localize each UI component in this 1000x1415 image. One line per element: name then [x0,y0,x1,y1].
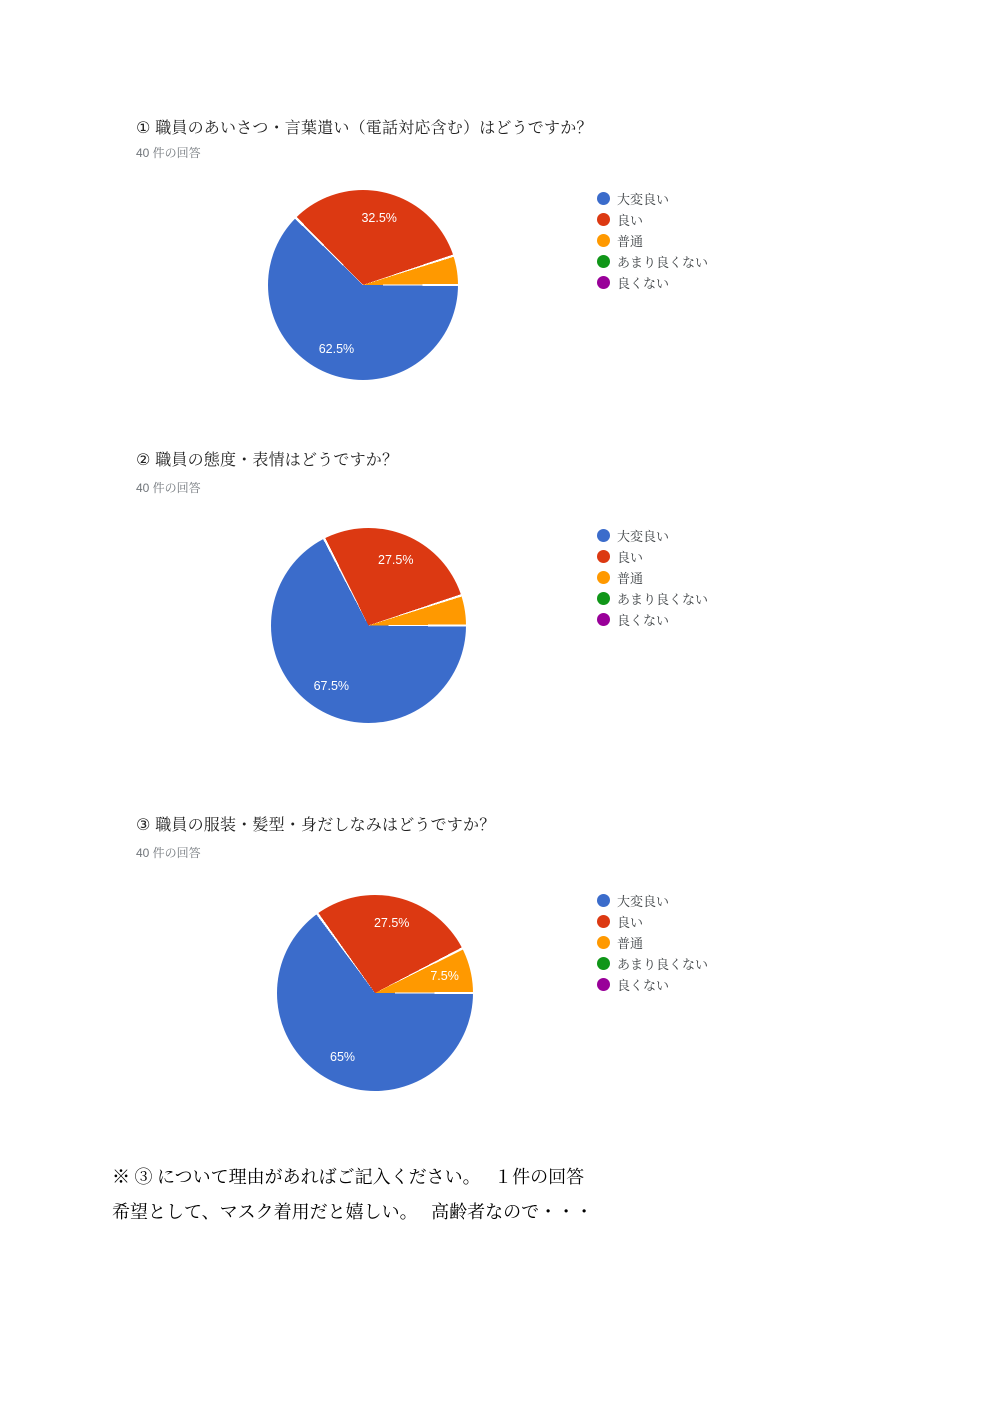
legend-color-dot-icon [597,613,610,626]
question-3-title: ③ 職員の服装・髪型・身だしなみはどうですか？ [136,817,496,834]
legend-color-dot-icon [597,213,610,226]
legend-color-dot-icon [597,592,610,605]
pie-slice-label: 32.5% [361,210,397,225]
legend-color-dot-icon [597,529,610,542]
pie-slice-label: 7.5% [430,969,459,984]
legend-item [597,276,708,289]
pie-slice-label: 67.5% [313,679,350,694]
question-2-response-count: 40 件の回答 [136,481,201,495]
legend-color-dot-icon [597,894,610,907]
legend-label: 良くない [617,276,670,291]
legend-item [597,613,708,626]
legend-label: 良い [617,213,644,228]
legend-label: 大変良い [617,192,670,207]
pie-slice-label: 27.5% [378,552,414,567]
pie-slice-label: 27.5% [373,916,410,931]
legend-label: 大変良い [617,894,670,909]
pie-slice-label: 62.5% [318,342,355,357]
legend-color-dot-icon [597,571,610,584]
question-1-response-count: 40 件の回答 [136,146,201,160]
legend-label: 良い [617,550,644,565]
legend-label: 普通 [617,571,644,586]
legend-color-dot-icon [597,276,610,289]
question-1-title: ① 職員のあいさつ・言葉遣い（電話対応含む）はどうですか？ [136,120,593,137]
legend-label: あまり良くない [617,957,709,972]
legend-label: 良くない [617,613,670,628]
question-2-title: ② 職員の態度・表情はどうですか？ [136,452,399,469]
legend-item [597,571,708,584]
legend-color-dot-icon [597,550,610,563]
legend-item [597,192,708,205]
legend-color-dot-icon [597,192,610,205]
legend-color-dot-icon [597,936,610,949]
legend-item [597,213,708,226]
legend-item [597,234,708,247]
question-1-legend [597,192,708,297]
legend-item [597,936,708,949]
question-2-legend [597,529,708,634]
legend-item [597,592,708,605]
legend-label: 普通 [617,936,644,951]
legend-color-dot-icon [597,915,610,928]
legend-item [597,957,708,970]
question-3-legend [597,894,708,999]
legend-color-dot-icon [597,957,610,970]
legend-label: あまり良くない [617,592,709,607]
legend-label: あまり良くない [617,255,709,270]
legend-item [597,529,708,542]
legend-color-dot-icon [597,234,610,247]
footnote-line-1: ※ ③ について理由があればご記入ください。 １件の回答 [112,1167,585,1187]
legend-label: 普通 [617,234,644,249]
legend-item [597,978,708,991]
footnote-line-2: 希望として、マスク着用だと嬉しい。 高齢者なので・・・ [112,1202,594,1222]
question-3-pie-chart [277,895,473,1091]
question-2-pie-chart [271,528,466,723]
legend-color-dot-icon [597,255,610,268]
legend-label: 良い [617,915,644,930]
legend-item [597,915,708,928]
legend-item [597,550,708,563]
legend-label: 良くない [617,978,670,993]
legend-label: 大変良い [617,529,670,544]
legend-color-dot-icon [597,978,610,991]
question-3-response-count: 40 件の回答 [136,846,201,860]
question-1-pie-chart [268,190,458,380]
pie-slice-label: 65% [330,1049,356,1064]
legend-item [597,255,708,268]
legend-item [597,894,708,907]
